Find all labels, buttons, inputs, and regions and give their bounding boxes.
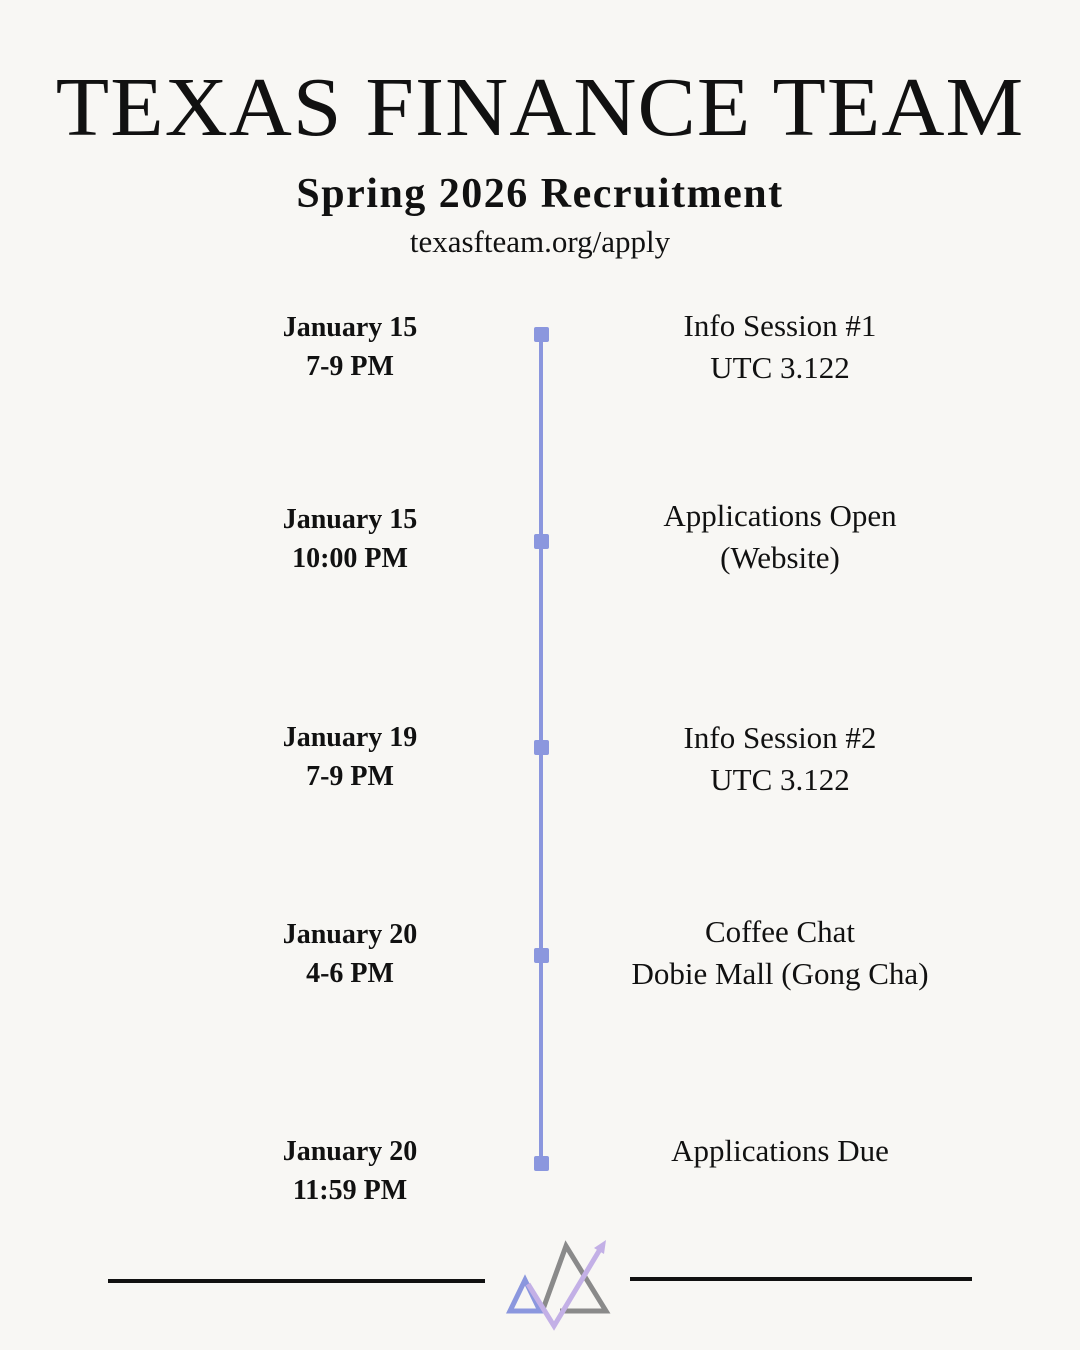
timeline-event (580, 717, 980, 801)
timeline-date-time: 7-9 PM (306, 761, 394, 792)
timeline-event-name: Coffee Chat (704, 914, 856, 949)
timeline-event-detail: UTC 3.122 (710, 350, 850, 385)
timeline-date (250, 1132, 450, 1210)
timeline-marker (534, 327, 549, 342)
timeline-event-name: Info Session #1 (683, 308, 877, 343)
timeline-event-name: Info Session #2 (683, 720, 877, 755)
timeline-date (250, 718, 450, 796)
timeline-event-detail: Dobie Mall (Gong Cha) (631, 956, 929, 991)
timeline-marker (534, 948, 549, 963)
timeline-date-time: 10:00 PM (292, 543, 408, 574)
timeline-date-day: January 20 (282, 1136, 418, 1167)
timeline-date-time: 7-9 PM (306, 351, 394, 382)
timeline-date-day: January 15 (282, 312, 418, 343)
timeline-date-time: 4-6 PM (306, 958, 394, 989)
timeline-event (580, 305, 980, 389)
timeline-event (580, 911, 980, 995)
timeline-date (250, 500, 450, 578)
timeline-date (250, 915, 450, 993)
timeline-date-day: January 20 (282, 919, 418, 950)
timeline-date-day: January 15 (282, 504, 418, 535)
timeline-event-name: Applications Open (663, 498, 897, 533)
timeline-event-detail: (Website) (720, 540, 840, 575)
timeline-event (580, 1130, 980, 1172)
apply-link[interactable]: texasfteam.org/apply (409, 224, 671, 259)
timeline-event (580, 495, 980, 579)
timeline-marker (534, 1156, 549, 1171)
timeline-date-time: 11:59 PM (292, 1175, 408, 1206)
page-subtitle: Spring 2026 Recruitment (296, 171, 784, 217)
timeline-date-day: January 19 (282, 722, 418, 753)
timeline-event-name: Applications Due (671, 1133, 889, 1168)
timeline-marker (534, 534, 549, 549)
timeline-marker (534, 740, 549, 755)
page-title: TEXAS FINANCE TEAM (55, 61, 1025, 154)
timeline-event-detail: UTC 3.122 (710, 762, 850, 797)
footer-rule-right (630, 1277, 972, 1281)
mountain-arrow-logo-icon (500, 1236, 612, 1337)
footer-rule-left (108, 1279, 485, 1283)
timeline-date (250, 308, 450, 386)
